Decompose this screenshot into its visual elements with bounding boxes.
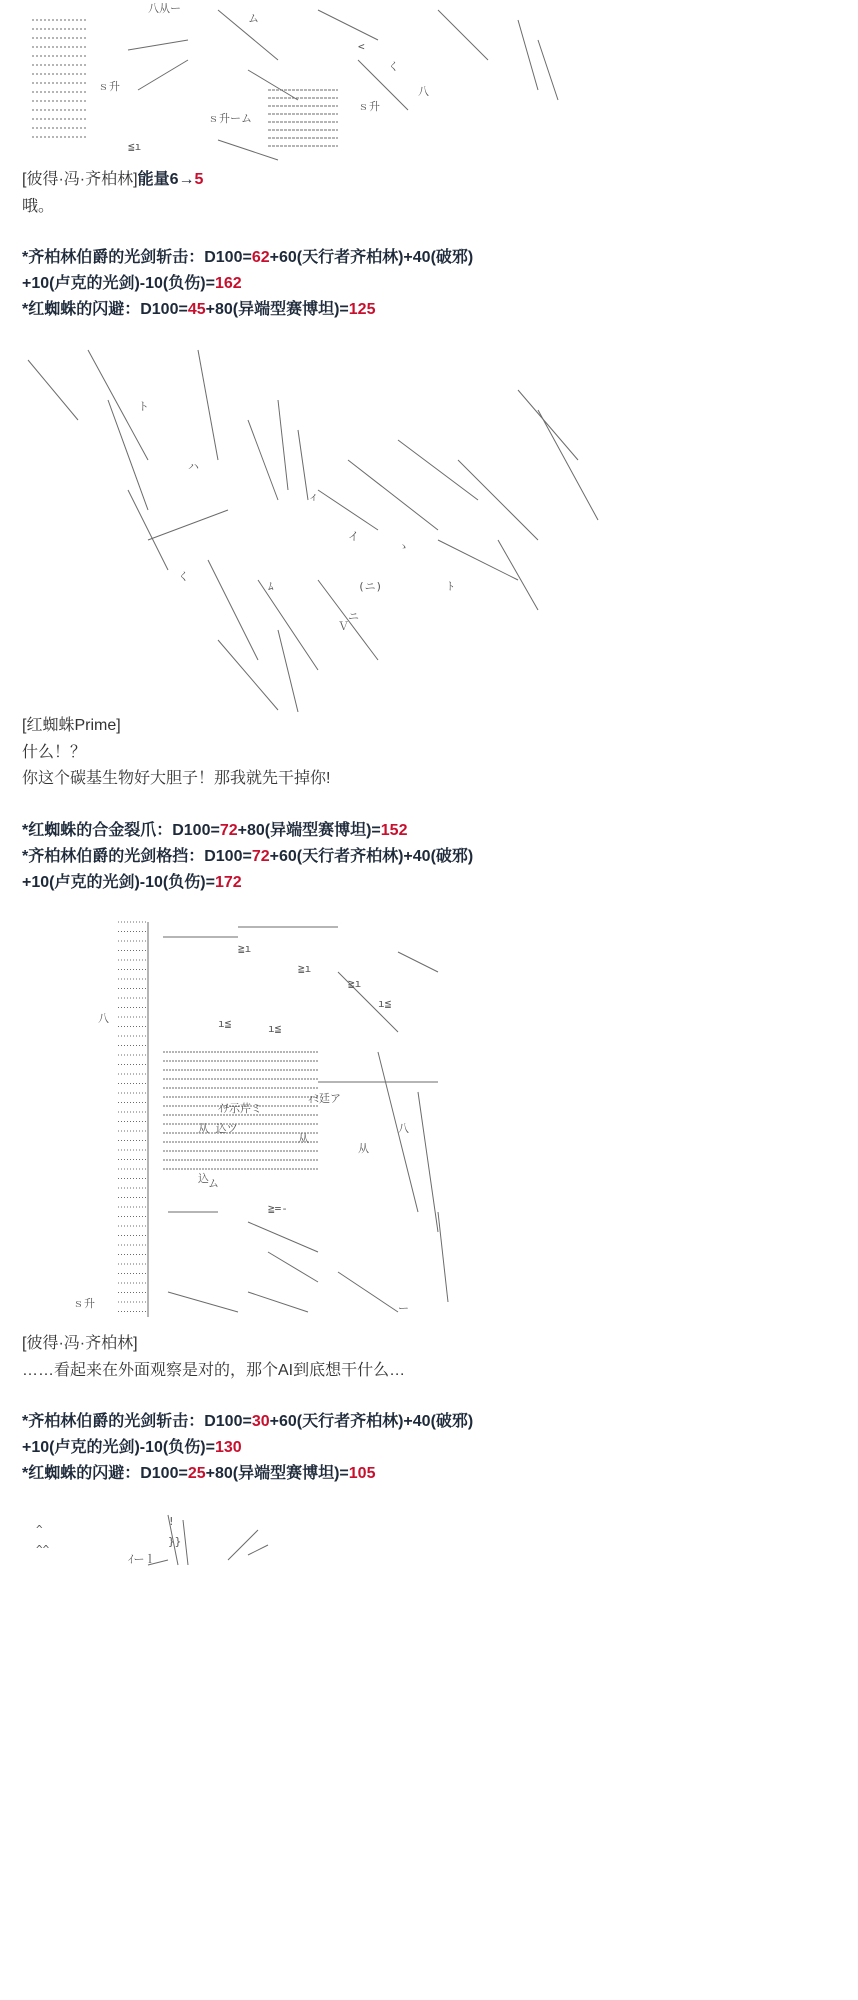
ascii-art-1: [18, 0, 738, 180]
roll-line: [22, 1438, 242, 1458]
art-glyph: ≦ı: [128, 140, 142, 153]
dialogue-line: 你这个碳基生物好大胆子！那我就先干掉你!: [22, 770, 331, 787]
roll-prefix: *齐柏林伯爵的光剑斩击：D100=: [22, 1413, 252, 1430]
art-glyph: ^: [36, 1523, 43, 1536]
roll-prefix: *齐柏林伯爵的光剑格挡：D100=: [22, 848, 252, 865]
roll-value: 72: [251, 848, 270, 865]
art-stroke: [418, 1092, 438, 1232]
art-stroke: [438, 540, 518, 580]
art-glyph: ニ: [348, 610, 359, 623]
ascii-art-1-canvas: [18, 0, 738, 180]
art-glyph: ｓ升ーム: [208, 112, 252, 125]
roll-total: 105: [348, 1465, 376, 1482]
art-stroke: [138, 60, 188, 90]
roll-total: 162: [214, 275, 242, 292]
speaker-name: [彼得·冯·齐柏林]: [22, 1335, 138, 1352]
art-glyph: ゝ: [398, 540, 409, 553]
speaker-name: [彼得·冯·齐柏林]: [22, 171, 138, 188]
art-stroke: [198, 350, 218, 460]
art-glyph: ≧=-: [268, 1202, 288, 1215]
art-stroke: [438, 10, 488, 60]
energy-value: 5: [194, 171, 204, 188]
art-stroke: [218, 640, 278, 710]
roll-line: [22, 847, 473, 867]
roll-modifiers: +80(异端型赛博坦)=: [205, 1465, 349, 1482]
roll-value: 30: [251, 1413, 270, 1430]
art-glyph: ≧ı: [238, 942, 252, 955]
roll-line: [22, 274, 242, 294]
art-stroke: [258, 580, 318, 670]
art-glyph: く: [178, 570, 189, 583]
art-glyph: ≧ı: [298, 962, 312, 975]
art-glyph: ı≦: [218, 1017, 232, 1030]
roll-modifiers: +10(卢克的光剑)-10(负伤)=: [22, 275, 215, 292]
roll-prefix: *齐柏林伯爵的光剑斩击：D100=: [22, 249, 252, 266]
art-glyph: ー: [398, 1302, 409, 1315]
roll-modifiers: +80(异端型赛博坦)=: [205, 301, 349, 318]
roll-value: 62: [251, 249, 270, 266]
art-glyph: ハ: [188, 460, 199, 473]
ascii-art-3-canvas: [18, 912, 738, 1332]
art-stroke: [438, 1212, 448, 1302]
art-stroke: [518, 390, 578, 460]
dialogue-line: 哦。: [22, 198, 55, 215]
energy-label: 能量6→: [137, 171, 195, 188]
art-stroke: [218, 140, 278, 160]
art-stroke: [278, 400, 288, 490]
art-stroke: [458, 460, 538, 540]
roll-modifiers: +80(异端型赛博坦)=: [237, 822, 381, 839]
roll-total: 130: [214, 1439, 242, 1456]
art-glyph: 八: [418, 85, 429, 98]
art-glyph: Ｖ: [338, 620, 349, 633]
art-stroke: [518, 20, 538, 90]
roll-line: [22, 1412, 473, 1432]
roll-modifiers: +60(天行者齐柏林)+40(破邪): [269, 249, 474, 266]
art-stroke: [318, 490, 378, 530]
art-glyph: 从 込ツ: [198, 1122, 238, 1135]
roll-value: 25: [187, 1465, 206, 1482]
art-glyph: ｲﾁ示芹ミ: [218, 1102, 262, 1115]
art-stroke: [248, 70, 298, 100]
art-glyph: ト: [138, 400, 149, 413]
dialogue-line: ……看起来在外面观察是对的，那个AI到底想干什么…: [22, 1362, 406, 1379]
art-glyph: ｓ升: [98, 80, 120, 93]
art-glyph: ﾑ: [268, 580, 274, 593]
roll-line: [22, 248, 473, 268]
art-glyph: 込: [198, 1172, 209, 1185]
art-stroke: [248, 420, 278, 500]
art-stroke: [268, 1252, 318, 1282]
roll-modifiers: +60(天行者齐柏林)+40(破邪): [269, 848, 474, 865]
art-glyph: イ: [348, 530, 359, 543]
art-stroke: [338, 1272, 398, 1312]
roll-modifiers: +10(卢克的光剑)-10(负伤)=: [22, 1439, 215, 1456]
art-stroke: [298, 430, 308, 500]
art-stroke: [398, 952, 438, 972]
art-stroke: [318, 10, 378, 40]
art-glyph: ≧ı: [348, 977, 362, 990]
roll-modifiers: +10(卢克的光剑)-10(负伤)=: [22, 874, 215, 891]
roll-modifiers: +60(天行者齐柏林)+40(破邪): [269, 1413, 474, 1430]
art-glyph: ｲーｌ: [128, 1553, 156, 1566]
art-stroke: [538, 410, 598, 520]
art-stroke: [248, 1545, 268, 1555]
roll-prefix: *红蜘蛛的闪避：D100=: [22, 301, 188, 318]
speaker-line-1: [22, 170, 203, 190]
roll-prefix: *红蜘蛛的合金裂爪：D100=: [22, 822, 220, 839]
art-stroke: [28, 360, 78, 420]
art-glyph: (ニ): [358, 580, 383, 593]
ascii-art-2: [18, 340, 738, 712]
art-stroke: [108, 400, 148, 510]
roll-prefix: *红蜘蛛的闪避：D100=: [22, 1465, 188, 1482]
art-glyph: !: [168, 1515, 175, 1528]
art-stroke: [228, 1530, 258, 1560]
art-stroke: [208, 560, 258, 660]
roll-value: 45: [187, 301, 206, 318]
roll-line: [22, 300, 375, 320]
art-stroke: [168, 1292, 238, 1312]
art-glyph: 八从ー: [148, 2, 181, 15]
art-stroke: [398, 440, 478, 500]
art-glyph: <: [358, 40, 365, 53]
art-stroke: [248, 1292, 308, 1312]
art-glyph: ム: [248, 12, 259, 25]
art-glyph: ^^: [36, 1543, 50, 1556]
art-stroke: [183, 1520, 188, 1565]
roll-line: [22, 821, 407, 841]
art-stroke: [498, 540, 538, 610]
art-stroke: [128, 40, 188, 50]
roll-total: 172: [214, 874, 242, 891]
art-glyph: ﾄ: [448, 580, 454, 593]
art-glyph: }}: [168, 1535, 182, 1548]
roll-value: 72: [219, 822, 238, 839]
ascii-art-3: [18, 912, 738, 1332]
art-stroke: [148, 510, 228, 540]
ascii-art-2-canvas: [18, 340, 738, 712]
roll-line: [22, 1464, 375, 1484]
roll-total: 125: [348, 301, 376, 318]
art-glyph: ム: [208, 1177, 219, 1190]
ascii-art-4-canvas: [18, 1505, 738, 1600]
art-stroke: [538, 40, 558, 100]
art-glyph: 八: [398, 1122, 409, 1135]
ascii-art-4: [18, 1505, 738, 1600]
speaker-name: [红蜘蛛Prime]: [22, 717, 121, 734]
art-stroke: [278, 630, 298, 712]
art-glyph: く: [388, 60, 399, 73]
roll-line: [22, 873, 242, 893]
art-glyph: ｓ升: [358, 100, 380, 113]
art-glyph: 八: [98, 1012, 109, 1025]
art-glyph: ィ: [308, 490, 319, 503]
art-glyph: 从: [298, 1132, 309, 1145]
art-stroke: [128, 490, 168, 570]
dialogue-line: 什么！？: [22, 744, 87, 761]
art-glyph: ｨﾐ廷ア: [308, 1092, 341, 1105]
art-glyph: 从: [358, 1142, 369, 1155]
roll-total: 152: [380, 822, 408, 839]
art-glyph: ｓ升: [73, 1297, 95, 1310]
art-glyph: ı≦: [268, 1022, 282, 1035]
art-stroke: [248, 1222, 318, 1252]
art-glyph: ı≦: [378, 997, 392, 1010]
